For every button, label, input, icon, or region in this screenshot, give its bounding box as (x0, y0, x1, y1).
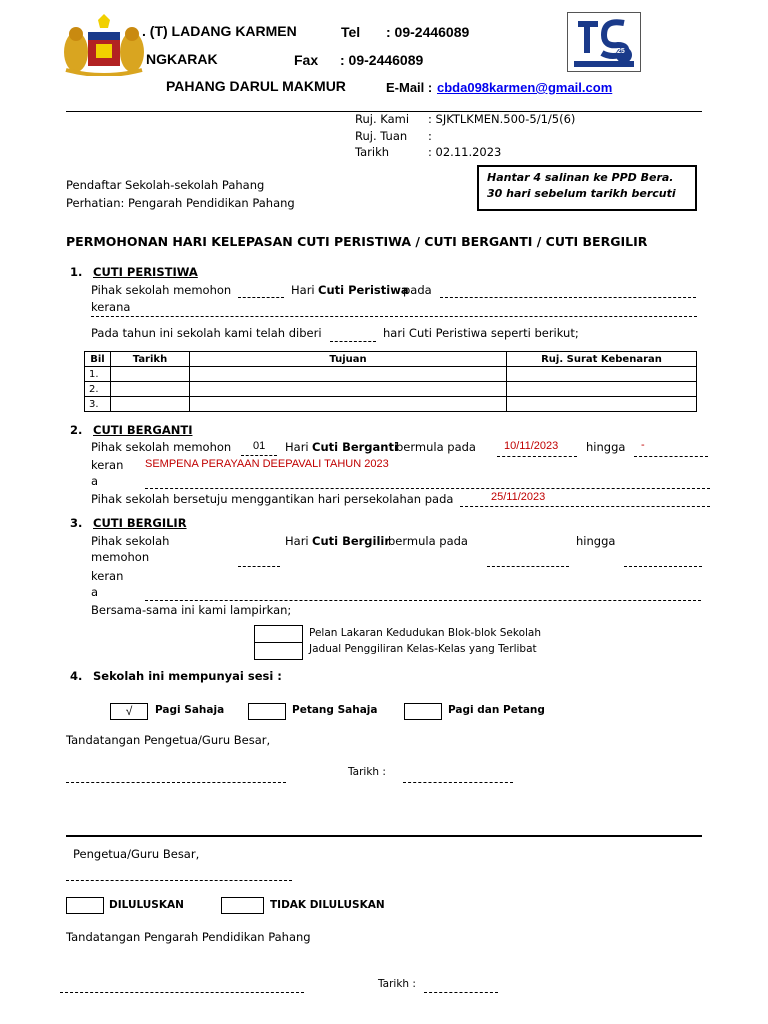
recipient-line1: Pendaftar Sekolah-sekolah Pahang (66, 178, 265, 192)
crest-icon (60, 14, 148, 76)
tarikh-value: : 02.11.2023 (428, 145, 502, 159)
attachment-schedule-label: Jadual Penggiliran Kelas-Kelas yang Terlibat (309, 643, 537, 655)
approval-divider (66, 835, 702, 837)
fax-value: : 09-2446089 (340, 52, 424, 68)
sec2-start-date[interactable]: 10/11/2023 (504, 440, 559, 452)
sec2-text-a: a (91, 474, 99, 488)
state-crest-logo (60, 14, 148, 76)
table-row (85, 382, 697, 397)
sec2-start-field (497, 456, 577, 457)
director-sign-label: Tandatangan Pengarah Pendidikan Pahang (66, 930, 311, 944)
sec3-text-memohon: memohon (91, 550, 150, 564)
logo-25-label: 25 (617, 48, 625, 55)
sec4-number: 4. (70, 669, 83, 683)
ministry-logo (567, 12, 641, 72)
sec2-days-field (241, 455, 277, 456)
sec3-number: 3. (70, 516, 83, 530)
ministry-emblem-icon (568, 13, 640, 71)
sec3-text-cuti-bergilir: Cuti Bergilir (312, 534, 391, 548)
principal-sign-label: Tandatangan Pengetua/Guru Besar, (66, 733, 271, 747)
ruj-tuan-value: : (428, 129, 432, 143)
cell-tarikh[interactable] (111, 382, 190, 397)
sec3-text-attach: Bersama-sama ini kami lampirkan; (91, 603, 292, 617)
tarikh-label-1: Tarikh : (348, 766, 386, 778)
sec2-text-cuti-berganti: Cuti Berganti (312, 440, 398, 454)
cuti-peristiwa-table (84, 351, 697, 412)
sec2-text-bermula: bermula pada (396, 440, 476, 454)
sec2-text-request: Pihak sekolah memohon (91, 440, 232, 454)
cell-tarikh[interactable] (111, 367, 190, 382)
sec1-reason-field[interactable] (91, 316, 697, 317)
sec1-text-hari: Hari (291, 283, 315, 297)
check-mark-icon: √ (125, 704, 133, 718)
not-approved-label: TIDAK DILULUSKAN (270, 899, 385, 911)
sec2-text-replace: Pihak sekolah bersetuju menggantikan hari persekolahan pada (91, 492, 454, 506)
not-approved-checkbox[interactable] (221, 897, 264, 914)
sec2-heading: CUTI BERGANTI (93, 423, 193, 437)
tarikh-field-1[interactable] (403, 782, 513, 783)
sec2-text-hingga: hingga (586, 440, 626, 454)
tel-label: Tel (341, 24, 361, 40)
sec2-replace-date[interactable]: 25/11/2023 (491, 491, 546, 503)
sec3-start-field[interactable] (487, 566, 569, 567)
sec1-text-given: Pada tahun ini sekolah kami telah diberi (91, 326, 322, 340)
session-pagi-label: Pagi Sahaja (155, 704, 225, 716)
cell-ruj[interactable] (507, 382, 697, 397)
sec2-end-field (634, 456, 708, 457)
director-signature-field[interactable] (60, 992, 304, 993)
tarikh-field-2[interactable] (424, 992, 498, 993)
sec1-text-list: hari Cuti Peristiwa seperti berikut; (383, 326, 579, 340)
sec2-reason-value[interactable]: SEMPENA PERAYAAN DEEPAVALI TAHUN 2023 (145, 458, 389, 470)
notice-line1: Hantar 4 salinan ke PPD Bera. (487, 171, 674, 184)
form-title: PERMOHONAN HARI KELEPASAN CUTI PERISTIWA / CUTI BERGANTI / CUTI BERGILIR (66, 234, 648, 249)
email-link[interactable]: cbda098karmen@gmail.com (437, 80, 613, 95)
notice-line2: 30 hari sebelum tarikh bercuti (487, 187, 676, 200)
session-petang-checkbox[interactable] (248, 703, 286, 720)
approved-checkbox[interactable] (66, 897, 104, 914)
sec2-replace-field (460, 506, 710, 507)
sec3-heading: CUTI BERGILIR (93, 516, 187, 530)
tel-value: : 09-2446089 (386, 24, 470, 40)
cell-tujuan[interactable] (190, 382, 507, 397)
ruj-tuan-label: Ruj. Tuan (355, 129, 408, 143)
sec2-number: 2. (70, 423, 83, 437)
session-pagi-checkbox[interactable] (110, 703, 148, 720)
principal-signature-field[interactable] (66, 782, 286, 783)
cell-ruj[interactable] (507, 367, 697, 382)
session-petang-label: Petang Sahaja (292, 704, 378, 716)
sec3-end-field[interactable] (624, 566, 702, 567)
cell-ruj[interactable] (507, 397, 697, 412)
attachment-plan-label: Pelan Lakaran Kedudukan Blok-blok Sekolah (309, 627, 542, 639)
principal-label: Pengetua/Guru Besar, (73, 847, 200, 861)
sec2-text-keran: keran (91, 458, 124, 472)
col-ruj-surat: Ruj. Surat Kebenaran (507, 352, 697, 367)
sec3-days-field[interactable] (238, 566, 280, 567)
cell-tarikh[interactable] (111, 397, 190, 412)
email-label: E-Mail : (386, 80, 433, 95)
tarikh-label-2: Tarikh : (378, 978, 416, 990)
school-name-line3: PAHANG DARUL MAKMUR (166, 78, 346, 94)
ruj-kami-value: : SJKTLKMEN.500-5/1/5(6) (428, 112, 576, 126)
ruj-kami-label: Ruj. Kami (355, 112, 410, 126)
col-tarikh: Tarikh (111, 352, 190, 367)
principal-name-field[interactable] (66, 880, 292, 881)
sec1-number: 1. (70, 265, 83, 279)
approved-label: DILULUSKAN (109, 899, 184, 911)
col-bil: Bil (85, 352, 111, 367)
school-name-line2: NGKARAK (146, 51, 218, 67)
row-number: 3. (85, 397, 111, 412)
table-row (85, 397, 697, 412)
sec3-text-pihak: Pihak sekolah (91, 534, 170, 548)
sec3-text-hari: Hari (285, 534, 309, 548)
table-header-row (85, 352, 697, 367)
sec2-end-date[interactable]: - (641, 439, 645, 451)
sec1-date-field[interactable] (440, 297, 696, 298)
attachment-plan-checkbox[interactable] (254, 625, 303, 643)
tarikh-label: Tarikh (355, 145, 390, 159)
sec1-text-pada: pada (403, 283, 432, 297)
sec3-reason-field[interactable] (145, 600, 701, 601)
row-number: 2. (85, 382, 111, 397)
cell-tujuan[interactable] (190, 397, 507, 412)
sec3-text-keran: keran (91, 569, 124, 583)
sec1-text-request: Pihak sekolah memohon (91, 283, 232, 297)
school-name-line1: . (T) LADANG KARMEN (142, 23, 297, 39)
row-number: 1. (85, 367, 111, 382)
sec3-text-hingga: hingga (576, 534, 616, 548)
recipient-line2: Perhatian: Pengarah Pendidikan Pahang (66, 196, 295, 210)
sec1-days-field[interactable] (238, 297, 284, 298)
sec1-given-days-field[interactable] (330, 341, 376, 342)
cell-tujuan[interactable] (190, 367, 507, 382)
attachment-schedule-checkbox[interactable] (254, 642, 303, 660)
notice-box (477, 165, 697, 211)
col-tujuan: Tujuan (190, 352, 507, 367)
sec2-text-hari: Hari (285, 440, 309, 454)
sec1-text-cuti-peristiwa: Cuti Peristiwa (318, 283, 409, 297)
session-both-checkbox[interactable] (404, 703, 442, 720)
sec2-days-value[interactable]: 01 (253, 440, 266, 452)
sec1-text-kerana: kerana (91, 300, 131, 314)
sec1-heading: CUTI PERISTIWA (93, 265, 198, 279)
session-both-label: Pagi dan Petang (448, 704, 545, 716)
fax-label: Fax (294, 52, 319, 68)
sec3-text-a: a (91, 585, 99, 599)
sec2-reason-field (145, 488, 710, 489)
sec4-heading: Sekolah ini mempunyai sesi : (93, 669, 282, 683)
sec3-text-bermula: bermula pada (388, 534, 468, 548)
table-row (85, 367, 697, 382)
